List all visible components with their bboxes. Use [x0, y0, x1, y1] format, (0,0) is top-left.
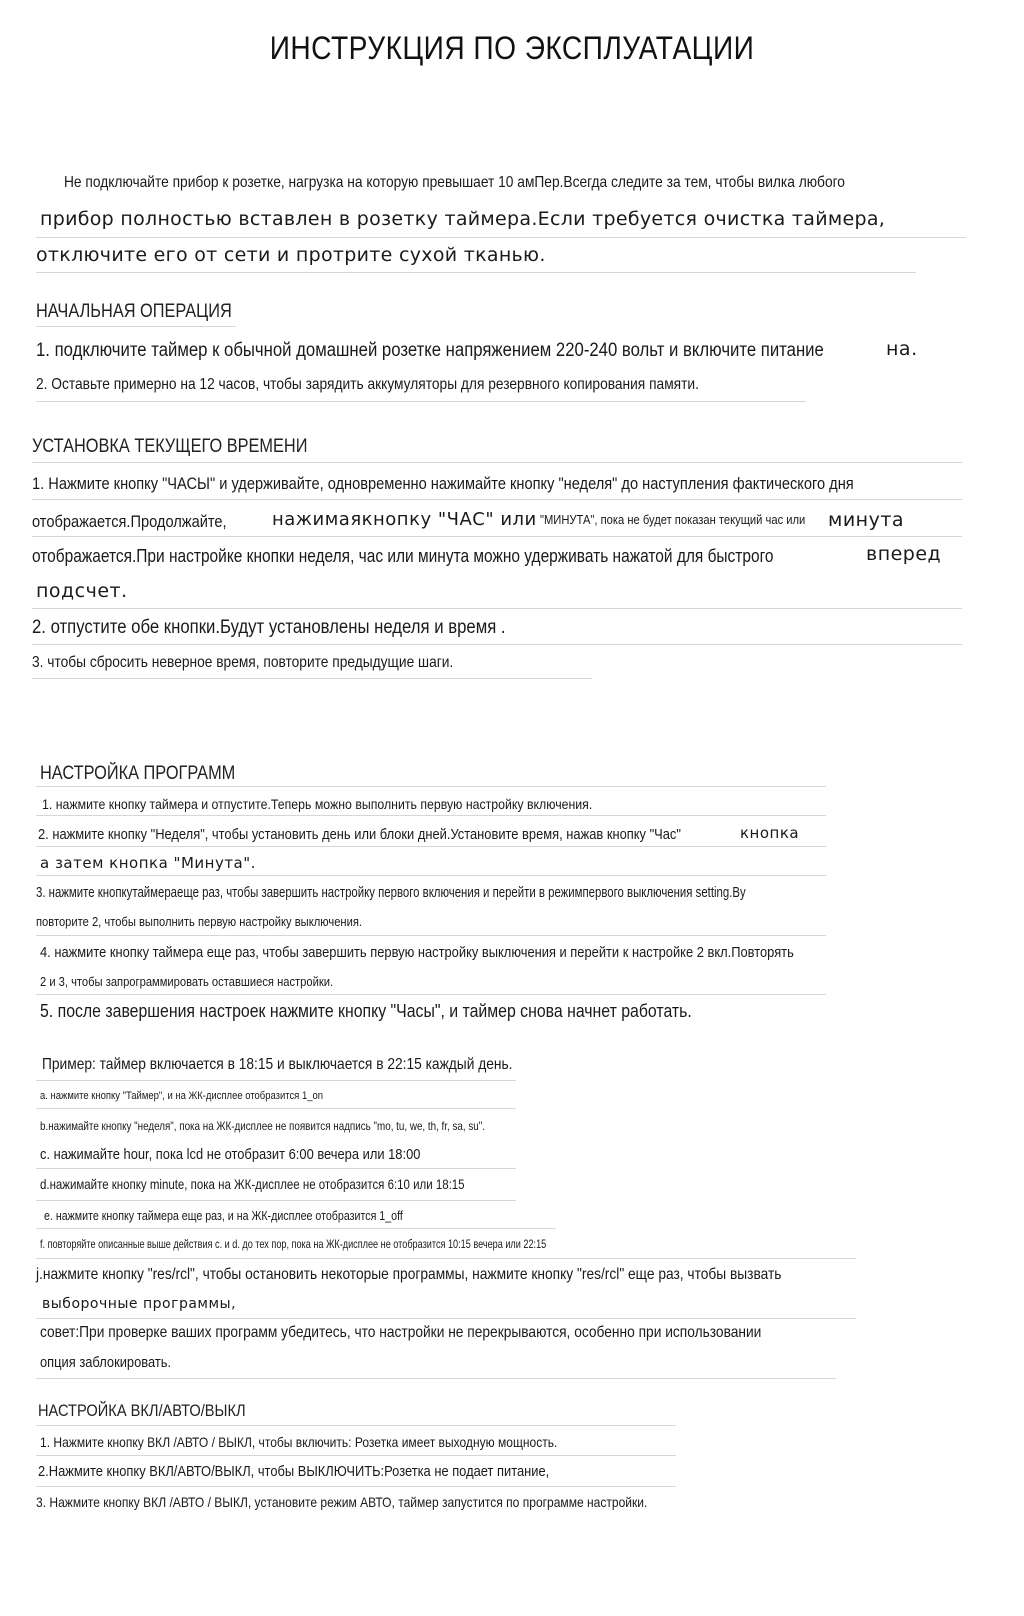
programs-item-2-line-1a: 2. нажмите кнопку "Неделя", чтобы установить день или блоки дней.Установите время, нажав кнопку "Час" — [38, 826, 681, 843]
programs-divider-top — [36, 786, 826, 787]
programs-item-2-line-2: а затем кнопка "Минута". — [40, 854, 256, 872]
example-step-c: c. нажимайте hour, пока lcd не отобразит 6:00 вечера или 18:00 — [40, 1146, 421, 1163]
current-time-item-1-line-3b: вперед — [866, 543, 942, 565]
current-time-divider-top — [32, 462, 962, 463]
example-divider-4 — [36, 1200, 516, 1201]
intro-divider-2 — [36, 272, 916, 273]
on-auto-off-item-2: 2.Нажмите кнопку ВКЛ/АВТО/ВЫКЛ, чтобы ВЫКЛЮЧИТЬ:Розетка не подает питание, — [38, 1463, 550, 1480]
current-time-item-1-line-3a: отображается.При настройке кнопки неделя, час или минута можно удерживать нажатой для быстрого — [32, 546, 774, 566]
current-time-item-1-line-2d: минута — [828, 509, 905, 531]
on-auto-off-divider-1 — [36, 1455, 676, 1456]
programs-item-3-line-1: 3. нажмите кнопкутаймераеще раз, чтобы завершить настройку первого включения и перейти в режимпервого выключения setting.By — [36, 884, 746, 901]
current-time-item-3: 3. чтобы сбросить неверное время, повторите предыдущие шаги. — [32, 654, 454, 671]
section-heading-initial: НАЧАЛЬНАЯ ОПЕРАЦИЯ — [36, 301, 232, 322]
current-time-divider-5 — [32, 678, 592, 679]
initial-item-1 — [36, 340, 931, 362]
programs-divider-3 — [36, 875, 826, 876]
example-step-e: e. нажмите кнопку таймера еще раз, и на ЖК-дисплее отобразится 1_off — [44, 1208, 403, 1223]
on-auto-off-divider-2 — [36, 1486, 676, 1487]
programs-item-4-line-2: 2 и 3, чтобы запрограммировать оставшиеся настройки. — [40, 974, 334, 989]
on-auto-off-item-3: 3. Нажмите кнопку ВКЛ /АВТО / ВЫКЛ, установите режим АВТО, таймер запустится по программе настройки. — [36, 1494, 648, 1510]
current-time-divider-3 — [32, 608, 962, 609]
programs-divider-1 — [36, 815, 826, 816]
example-step-d: d.нажимайте кнопку minute, пока на ЖК-дисплее не отобразится 6:10 или 18:15 — [40, 1176, 465, 1192]
example-tip-line-1: совет:При проверке ваших программ убедитесь, что настройки не перекрываются, особенно при использовании — [40, 1324, 762, 1341]
heading-underline-initial — [36, 326, 236, 327]
initial-divider — [36, 401, 806, 402]
intro-divider-1 — [36, 237, 966, 238]
current-time-divider-1 — [32, 499, 962, 500]
intro-line-1: Не подключайте прибор к розетке, нагрузка на которую превышает 10 амПер.Всегда следите за тем, чтобы вилка любого — [64, 174, 845, 191]
example-divider-5 — [36, 1228, 556, 1229]
example-divider-6 — [36, 1258, 856, 1259]
example-step-f: f. повторяйте описанные выше действия c. и d. до тех пор, пока на ЖК-дисплее не отобразится 10:15 вечера или 22:15 — [40, 1237, 547, 1251]
example-divider-3 — [36, 1168, 516, 1169]
example-divider-2 — [36, 1108, 516, 1109]
intro-line-2: прибор полностью вставлен в розетку таймера.Если требуется очистка таймера, — [40, 208, 886, 230]
example-divider-7 — [36, 1318, 856, 1319]
initial-item-2: 2. Оставьте примерно на 12 часов, чтобы зарядить аккумуляторы для резервного копирования памяти. — [36, 376, 699, 393]
programs-item-3-line-2: повторите 2, чтобы выполнить первую настройку выключения. — [36, 914, 363, 929]
initial-item-1-text: 1. подключите таймер к обычной домашней розетке напряжением 220-240 вольт и включите питание — [36, 340, 824, 361]
section-heading-programs: НАСТРОЙКА ПРОГРАММ — [40, 763, 236, 784]
on-auto-off-item-1: 1. Нажмите кнопку ВКЛ /АВТО / ВЫКЛ, чтобы включить: Розетка имеет выходную мощность. — [40, 1434, 558, 1450]
example-intro: Пример: таймер включается в 18:15 и выключается в 22:15 каждый день. — [42, 1056, 513, 1073]
current-time-divider-4 — [32, 644, 962, 645]
initial-item-1-tail: на. — [886, 338, 918, 360]
programs-item-5: 5. после завершения настроек нажмите кнопку "Часы", и таймер снова начнет работать. — [40, 1001, 692, 1021]
section-heading-on-auto-off: НАСТРОЙКА ВКЛ/АВТО/ВЫКЛ — [38, 1401, 246, 1420]
example-tip-line-2: опция заблокировать. — [40, 1354, 172, 1371]
current-time-item-1-line-2b: нажимаякнопку "ЧАС" или — [272, 509, 537, 530]
current-time-item-1-line-2a: отображается.Продолжайте, — [32, 512, 227, 531]
current-time-item-1-line-4: подсчет. — [36, 580, 128, 602]
programs-divider-2 — [36, 846, 826, 847]
current-time-item-1-line-2c: "МИНУТА", пока не будет показан текущий час или — [540, 512, 806, 527]
example-step-j-line-1: j.нажмите кнопку "res/rcl", чтобы остановить некоторые программы, нажмите кнопку "res/rcl" еще раз, чтобы вызвать — [36, 1266, 782, 1283]
on-auto-off-divider-top — [36, 1425, 676, 1426]
section-heading-current-time: УСТАНОВКА ТЕКУЩЕГО ВРЕМЕНИ — [32, 436, 308, 457]
example-step-a: a. нажмите кнопку "Таймер", и на ЖК-дисплее отобразится 1_on — [40, 1090, 323, 1102]
programs-divider-5 — [36, 994, 826, 995]
programs-divider-4 — [36, 935, 826, 936]
example-divider-1 — [36, 1080, 516, 1081]
example-step-b: b.нажимайте кнопку "неделя", пока на ЖК-дисплее не появится надпись "mo, tu, we, th, fr, sa, su". — [40, 1119, 485, 1133]
intro-line-3: отключите его от сети и протрите сухой тканью. — [36, 244, 546, 266]
current-time-divider-2 — [32, 536, 962, 537]
page-title: ИНСТРУКЦИЯ ПО ЭКСПЛУАТАЦИИ — [269, 30, 755, 66]
programs-item-1: 1. нажмите кнопку таймера и отпустите.Теперь можно выполнить первую настройку включения. — [42, 796, 593, 812]
current-time-item-1-line-1: 1. Нажмите кнопку "ЧАСЫ" и удерживайте, одновременно нажимайте кнопку "неделя" до наступления фактического дня — [32, 474, 854, 493]
example-divider-8 — [36, 1378, 836, 1379]
programs-item-2-line-1b: кнопка — [740, 824, 800, 842]
current-time-item-2: 2. отпустите обе кнопки.Будут установлены неделя и время . — [32, 617, 506, 638]
example-step-j-line-2: выборочные программы, — [42, 1296, 237, 1312]
programs-item-4-line-1: 4. нажмите кнопку таймера еще раз, чтобы завершить первую настройку выключения и перейти к настройке 2 вкл.Повторять — [40, 944, 794, 961]
